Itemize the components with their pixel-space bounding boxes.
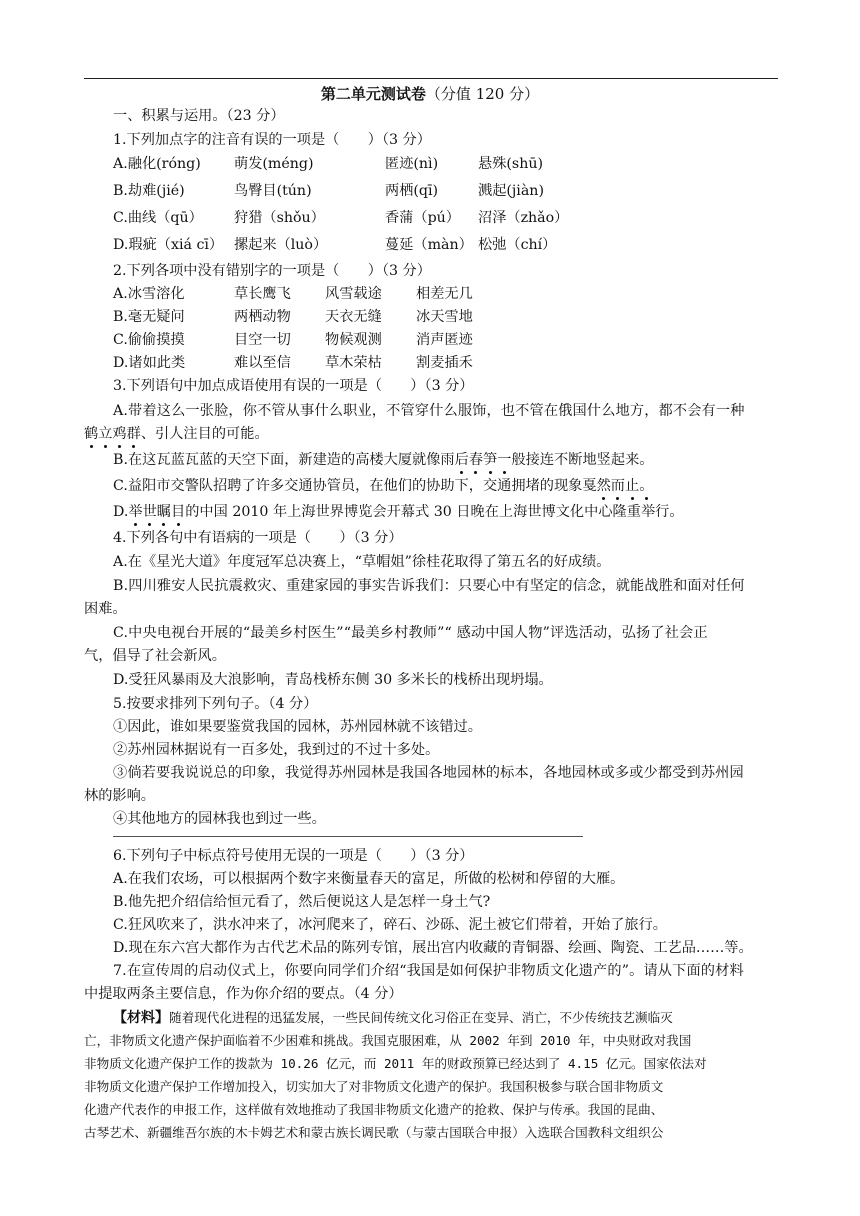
material-text-1: 随着现代化进程的迅猛发展，一些民间传统文化习俗正在变异、消亡，不少传统技艺濒临灭 <box>169 1010 673 1025</box>
q4-option-b-line2: 困难。 <box>84 601 127 617</box>
material-line-4: 非物质文化遗产保护工作增加投入，切实加大了对非物质文化遗产的保护。我国积极参与联合国非物质文 <box>84 1079 664 1094</box>
q6-option-b: B.他先把介绍信给恒元看了，然后便说这人是怎样一身土气? <box>113 894 491 910</box>
q5-answer-line <box>113 836 583 837</box>
material-line-2: 亡，非物质文化遗产保护面临着不少困难和挑战。我国克服困难，从 2002 年到 2010 年，中央财政对我国 <box>84 1033 692 1048</box>
title-text: 第二单元测试卷 <box>320 85 426 103</box>
q1-c-2: 狩猎（shǒu） <box>234 210 325 226</box>
section-heading: 一、积累与运用。（23 分） <box>113 108 285 124</box>
q1-b-4: 溅起(jiàn) <box>478 183 544 199</box>
q1-c-4: 沼泽（zhǎo） <box>478 210 569 226</box>
q2-c-3: 物候观测 <box>325 332 382 348</box>
q2-d-1: D.诸如此类 <box>113 355 186 371</box>
q7-stem-line2: 中提取两条主要信息，作为你介绍的要点。（4 分） <box>84 986 403 1002</box>
q3-option-d: D.举世瞩目的中国 2010 年上海世界博览会开幕式 30 日晚在上海世博文化中心隆重举行。 <box>113 504 684 520</box>
q5-sentence-2: ②苏州园林据说有一百多处，我到过的不过十多处。 <box>113 742 440 758</box>
q2-b-1: B.毫无疑问 <box>113 309 185 325</box>
q4-stem: 4.下列各句中有语病的一项是（ ）（3 分） <box>113 530 403 546</box>
q3-stem: 3.下列语句中加点成语使用有误的一项是（ ）（3 分） <box>113 378 474 394</box>
q2-a-1: A.冰雪溶化 <box>113 286 185 302</box>
q6-option-c: C.狂风吹来了，洪水冲来了，冰河爬来了，碎石、沙砾、泥土被它们带着，开始了旅行。 <box>113 917 667 933</box>
q2-c-4: 消声匿迹 <box>416 332 473 348</box>
q1-d-3: 蔓延（màn） <box>385 237 473 253</box>
q2-c-1: C.偷偷摸摸 <box>113 332 185 348</box>
q2-c-2: 目空一切 <box>234 332 291 348</box>
q1-c-1: C.曲线（qū） <box>113 210 203 226</box>
material-line-5: 化遗产代表作的申报工作，这样做有效地推动了我国非物质文化遗产的抢救、保护与传承。我国的昆曲、 <box>84 1102 664 1117</box>
q1-a-2: 萌发(méng) <box>234 156 314 172</box>
q5-sentence-3-line1: ③倘若要我说说总的印象，我觉得苏州园林是我国各地园林的标本，各地园林或多或少都受到苏州园 <box>113 765 744 781</box>
q5-sentence-3-line2: 林的影响。 <box>84 788 155 804</box>
header-rule <box>84 78 778 79</box>
material-line-1 <box>113 1008 673 1028</box>
q2-a-2: 草长鹰飞 <box>234 286 291 302</box>
q4-option-b-line1: B.四川雅安人民抗震救灾、重建家园的事实告诉我们：只要心中有坚定的信念，就能战胜和面对任何 <box>113 578 745 594</box>
q6-option-a: A.在我们农场，可以根据两个数字来衡量春天的富足，所做的松树和停留的大雁。 <box>113 871 625 887</box>
q2-b-4: 冰天雪地 <box>416 309 473 325</box>
q3-option-c: C.益阳市交警队招聘了许多交通协管员，在他们的协助下，交通拥堵的现象戛然而止。 <box>113 478 654 494</box>
q1-d-1: D.瑕疵（xiá cī） <box>113 237 224 253</box>
q4-option-c-line1: C.中央电视台开展的“最美乡村医生”“最美乡村教师”“ 感动中国人物”评选活动，弘扬了社会正 <box>113 625 708 641</box>
q6-option-d: D.现在东六宫大都作为古代艺术品的陈列专馆，展出宫内收藏的青铜器、绘画、陶瓷、工艺品……等。 <box>113 940 753 956</box>
q5-sentence-4: ④其他地方的园林我也到过一些。 <box>113 811 326 827</box>
q5-sentence-1: ①因此，谁如果要鉴赏我国的园林，苏州园林就不该错过。 <box>113 719 482 735</box>
q1-d-4: 松弛（chí） <box>478 237 557 253</box>
q2-stem: 2.下列各项中没有错别字的一项是（ ）（3 分） <box>113 263 431 279</box>
q6-stem: 6.下列句子中标点符号使用无误的一项是（ ）（3 分） <box>113 848 474 864</box>
q2-b-3: 天衣无缝 <box>325 309 382 325</box>
q2-b-2: 两栖动物 <box>234 309 291 325</box>
q1-b-2: 鸟臀目(tún) <box>234 183 312 199</box>
q2-d-3: 草木荣枯 <box>325 355 382 371</box>
q3-option-a-line2: 鹤立鸡群、引人注目的可能。 <box>84 426 269 442</box>
material-line-6: 古琴艺术、新疆维吾尔族的木卡姆艺术和蒙古族长调民歌（与蒙古国联合申报）入选联合国教科文组织公 <box>84 1125 664 1140</box>
q7-stem-line1: 7.在宣传周的启动仪式上，你要向同学们介绍“我国是如何保护非物质文化遗产的”。请从下面的材料 <box>113 963 744 979</box>
q2-a-4: 相差无几 <box>416 286 473 302</box>
q2-d-2: 难以至信 <box>234 355 291 371</box>
q1-a-4: 悬殊(shū) <box>478 156 544 172</box>
title-note: （分值 120 分） <box>425 85 540 103</box>
q4-option-d: D.受狂风暴雨及大浪影响，青岛栈桥东侧 30 多米长的栈桥出现坍塌。 <box>113 672 553 688</box>
material-label: 【材料】 <box>113 1010 169 1026</box>
q3-option-b: B.在这瓦蓝瓦蓝的天空下面，新建造的高楼大厦就像雨后春笋一般接连不断地竖起来。 <box>113 452 654 468</box>
q4-option-a: A.在《星光大道》年度冠军总决赛上，“草帽姐”徐桂花取得了第五名的好成绩。 <box>113 554 611 570</box>
q5-stem: 5.按要求排列下列句子。（4 分） <box>113 696 318 712</box>
page-title <box>0 84 860 104</box>
q1-c-3: 香蒲（pú） <box>385 210 460 226</box>
q4-option-c-line2: 气，倡导了社会新风。 <box>84 648 226 664</box>
q3-option-a-line1: A.带着这么一张脸，你不管从事什么职业，不管穿什么服饰，也不管在俄国什么地方，都不会有一种 <box>113 403 745 419</box>
q1-a-3: 匿迹(nì) <box>385 156 439 172</box>
q1-b-1: B.劫难(jié) <box>113 183 185 199</box>
q1-a-1: A.融化(róng) <box>113 156 201 172</box>
q1-b-3: 两栖(qī) <box>385 183 439 199</box>
q1-stem: 1.下列加点字的注音有误的一项是（ ）（3 分） <box>113 132 431 148</box>
material-line-3: 非物质文化遗产保护工作的拨款为 10.26 亿元，而 2011 年的财政预算已经达到了 4.15 亿元。国家依法对 <box>84 1056 707 1071</box>
q2-a-3: 风雪载途 <box>325 286 382 302</box>
q2-d-4: 割麦插禾 <box>416 355 473 371</box>
q1-d-2: 摞起来（luò） <box>234 237 328 253</box>
